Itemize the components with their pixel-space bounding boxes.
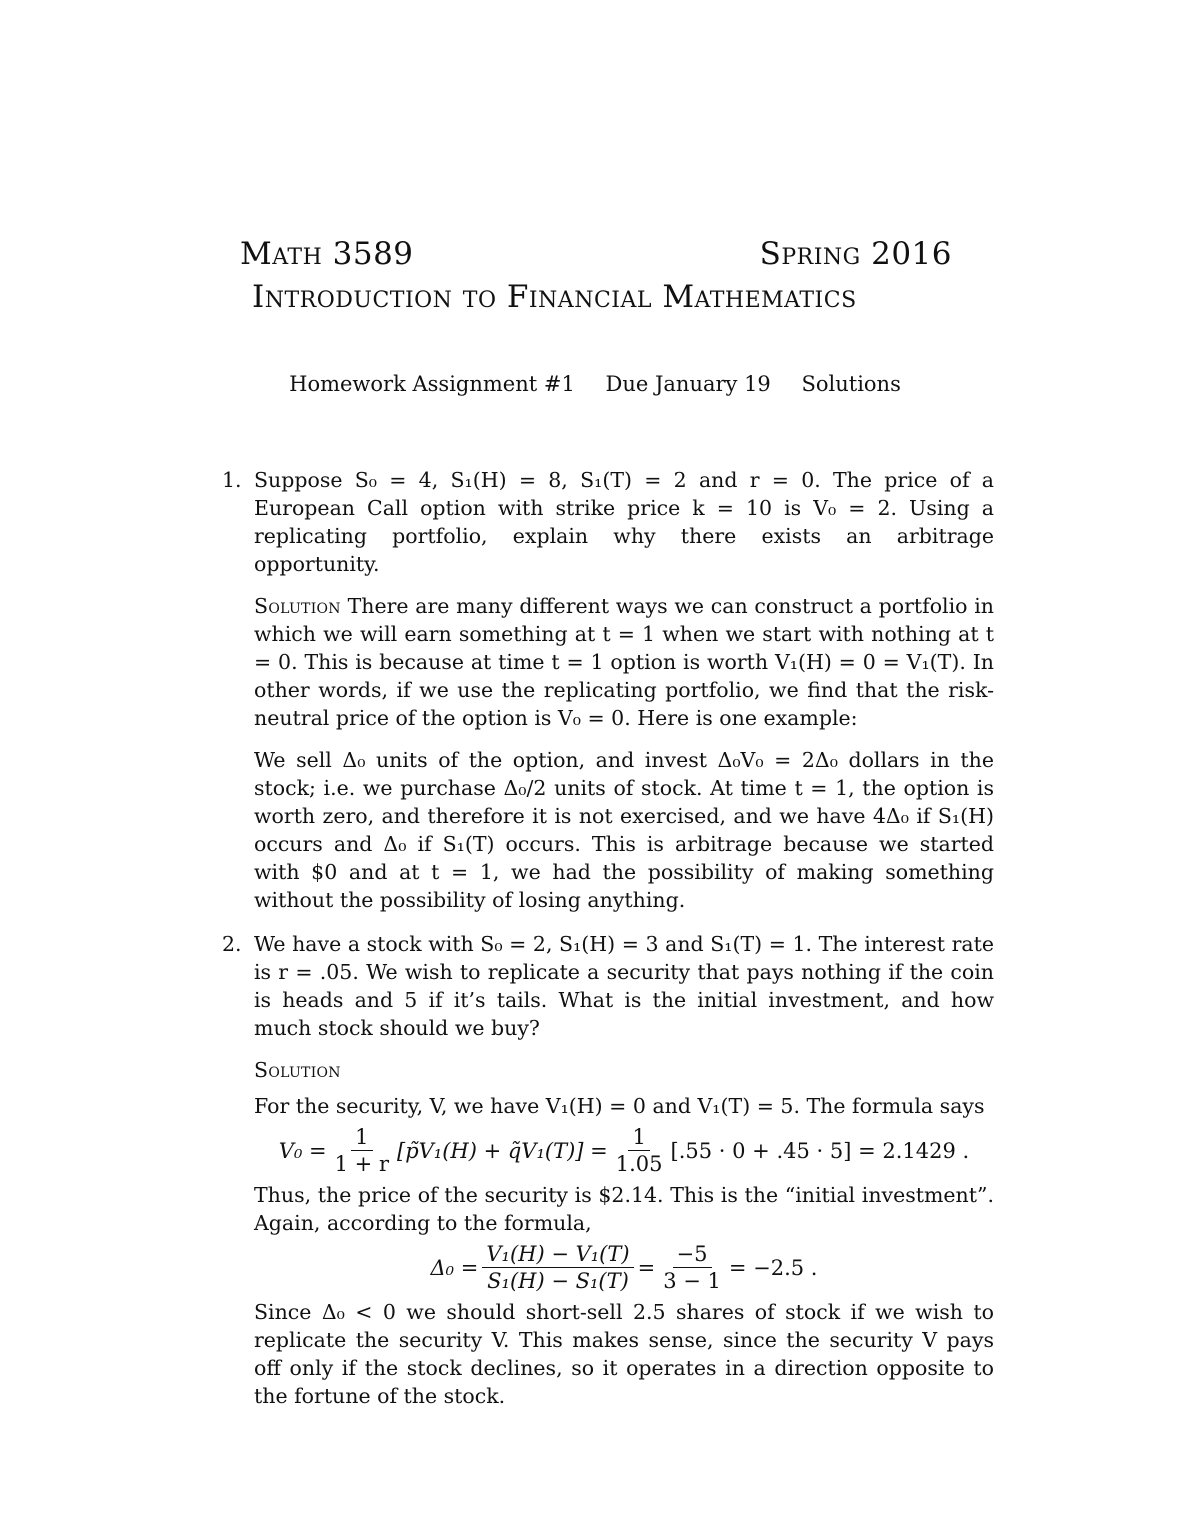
solution-label-paragraph xyxy=(254,1056,994,1084)
eq2-rhs: = −2.5 . xyxy=(728,1255,818,1280)
eq1-rhs: [.55 · 0 + .45 · 5] = 2.1429 . xyxy=(670,1138,970,1163)
solution-example: We sell Δ₀ units of the option, and invest Δ₀V₀ = 2Δ₀ dollars in the stock; i.e. we purchase Δ₀/2 units of stock. At time t = 1, the option is worth zero, and therefore it is not exercised, and we have 4Δ₀ if S₁(H) occurs and Δ₀ if S₁(T) occurs. This is arbitrage because we started with $0 and at t = 1, we had the possibility of making something without the possibility of losing anything. xyxy=(254,748,994,912)
eq2-equals: = xyxy=(637,1255,656,1280)
eq1-frac1-numerator: 1 xyxy=(351,1124,372,1151)
eq2-fraction-1 xyxy=(482,1241,633,1294)
eq1-frac2-numerator: 1 xyxy=(628,1124,649,1151)
eq2-lhs: Δ₀ = xyxy=(430,1255,479,1280)
problem-question: We have a stock with S₀ = 2, S₁(H) = 3 and S₁(T) = 1. The interest rate is r = .05. We wish to replicate a security that pays nothing if the coin is heads and 5 if it’s tails. What is the initial investment, and how much stock should we buy? xyxy=(254,932,994,1040)
solution-intro: For the security, V, we have V₁(H) = 0 and V₁(T) = 5. The formula says xyxy=(254,1094,985,1118)
solution-text: There are many different ways we can construct a portfolio in which we will earn something at t = 1 when we start with nothing at t = 0. This is because at time t = 1 option is worth V₁(H) = 0 = V₁(T). In other words, if we use the replicating portfolio, we find that the risk-neutral price of the option is V₀ = 0. Here is one example: xyxy=(254,594,994,730)
eq2-frac2-numerator: −5 xyxy=(673,1241,712,1268)
assignment-name: Homework Assignment #1 xyxy=(289,372,575,396)
eq1-middle: [p̃V₁(H) + q̃V₁(T)] = xyxy=(397,1138,608,1163)
eq1-fraction-2 xyxy=(612,1124,667,1177)
assignment-due: Due January 19 xyxy=(605,372,771,396)
problem-question: Suppose S₀ = 4, S₁(H) = 8, S₁(T) = 2 and r = 0. The price of a European Call option with strike price k = 10 is V₀ = 2. Using a replicating portfolio, explain why there exists an arbitrage opportunity. xyxy=(254,468,994,576)
eq2-frac1-numerator: V₁(H) − V₁(T) xyxy=(482,1241,633,1268)
solution-conclusion: Since Δ₀ < 0 we should short-sell 2.5 shares of stock if we wish to replicate the security V. This makes sense, since the security V pays off only if the stock declines, so it operates in a direction opposite to the fortune of the stock. xyxy=(254,1300,994,1408)
term: Spring 2016 xyxy=(759,236,952,272)
eq2-fraction-2 xyxy=(659,1241,725,1294)
equation-v0 xyxy=(254,1124,994,1177)
eq1-frac1-denominator: 1 + r xyxy=(334,1152,389,1176)
equation-delta0 xyxy=(254,1241,994,1294)
problem-number: 1. xyxy=(222,468,242,492)
solution-label: Solution xyxy=(254,594,341,618)
solution-label: Solution xyxy=(254,1058,341,1082)
eq2-frac2-denominator: 3 − 1 xyxy=(663,1269,721,1293)
assignment-line xyxy=(0,372,1190,396)
course-code: Math 3589 xyxy=(240,236,414,272)
course-title-row xyxy=(252,279,952,315)
eq1-lhs: V₀ = xyxy=(278,1138,327,1163)
problem-1 xyxy=(222,466,994,914)
eq1-fraction-1 xyxy=(331,1124,393,1177)
problem-number: 2. xyxy=(222,932,242,956)
problem-2 xyxy=(222,930,994,1410)
course-title: Introduction to Financial Mathematics xyxy=(252,279,857,315)
problems-list xyxy=(222,466,994,1426)
after-equation-text: Thus, the price of the security is $2.14. This is the “initial investment”. Again, according to the formula, xyxy=(254,1183,994,1235)
eq1-frac2-denominator: 1.05 xyxy=(615,1152,663,1176)
eq2-frac1-denominator: S₁(H) − S₁(T) xyxy=(487,1269,629,1293)
assignment-kind: Solutions xyxy=(801,372,901,396)
solution-paragraph xyxy=(254,592,994,732)
course-header xyxy=(240,236,952,272)
